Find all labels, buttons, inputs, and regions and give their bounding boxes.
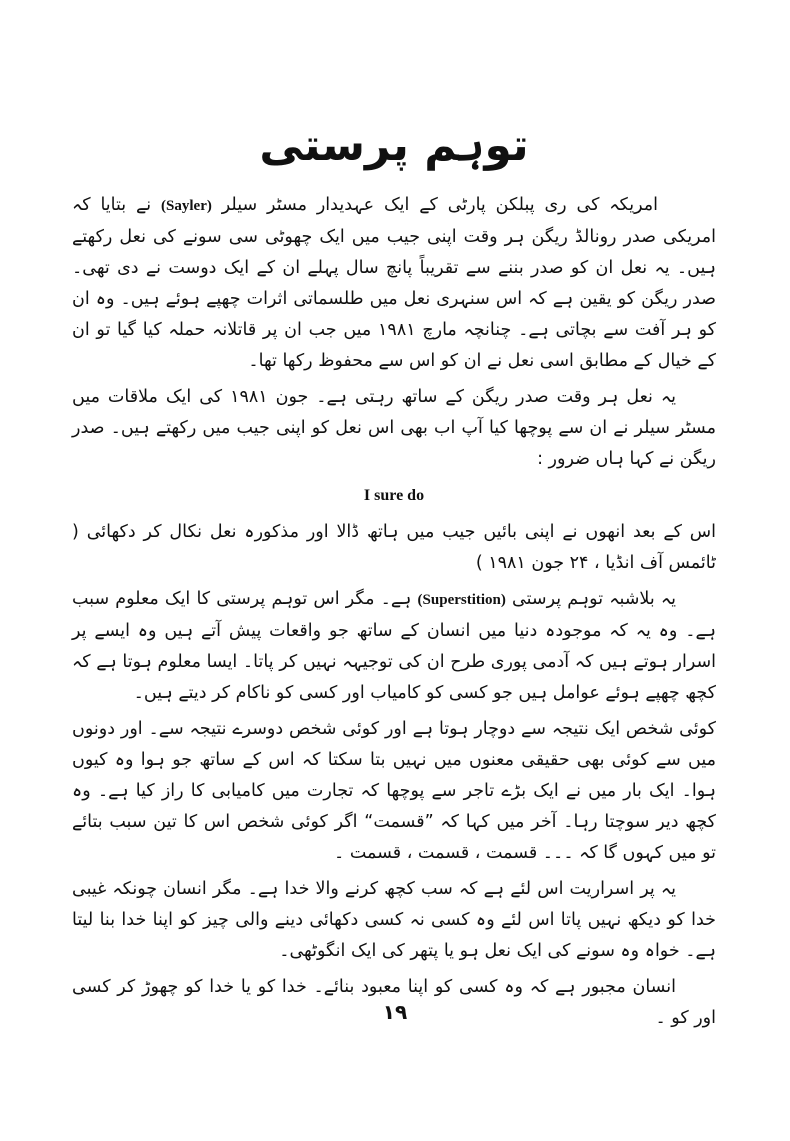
paragraph-4-rest: ہے۔ مگر اس توہم پرستی کا ایک معلوم سبب ہے۔ وہ یہ کہ موجودہ دنیا میں انسان کے ساتھ جو واقعات پیش آتے ہیں وہ ایسے پر اسرار ہوتے ہیں کہ آدمی پوری طرح ان کی توجیہہ نہیں کر پاتا۔ ایسا معلوم ہوتا ہے کہ کچھ چھپے ہوئے عوامل ہیں جو کسی کو کامیاب اور کسی کو ناکام کر دیتے ہیں۔ [72,589,716,703]
english-quote: I sure do [363,487,425,504]
page-title: توہم پرستی [259,120,529,171]
paragraph-7: انسان مجبور ہے کہ وہ کسی کو اپنا معبود بنائے۔ خدا کو یا خدا کو چھوڑ کر کسی اور کو ۔ [72,977,716,1028]
paragraph-1-rest: نے بتایا کہ امریکی صدر رونالڈ ریگن ہر وقت اپنی جیب میں ایک چھوٹی سی سونے کی نعل رکھتے ہیں۔ یہ نعل ان کو صدر بننے سے تقریباً پانچ سال پہلے ان کے ایک دوست نے دی تھی۔ صدر ریگن کو یقین ہے کہ اس سنہری نعل میں طلسماتی اثرات چھپے ہوئے ہیں۔ وہ ان کو ہر آفت سے بچاتی ہے۔ چنانچہ مارچ ۱۹۸۱ میں جب ان پر قاتلانہ حملہ کیا گیا تو ان کے خیال کے مطابق اسی نعل نے ان کو اس سے محفوظ رکھا تھا۔ [72,195,716,371]
term-sayler: (Sayler) [161,198,212,214]
page-number: ۱۹ [382,1000,408,1024]
paragraph-6: یہ پر اسراریت اس لئے ہے کہ سب کچھ کرنے والا خدا ہے۔ مگر انسان چونکہ غیبی خدا کو دیکھ نہیں پاتا اس لئے وہ کسی نہ کسی دکھائی دینے والی چیز کو اپنا خدا بنا لیتا ہے۔ خواہ وہ سونے کی ایک نعل ہو یا پتھر کی ایک انگوٹھی۔ [72,879,716,961]
term-superstition: (Superstition) [417,592,506,608]
paragraph-1-start: امریکہ کی ری پبلکن پارٹی کے ایک عہدیدار مسٹر سیلر [221,195,658,215]
paragraph-2: یہ نعل ہر وقت صدر ریگن کے ساتھ رہتی ہے۔ جون ۱۹۸۱ کی ایک ملاقات میں مسٹر سیلر نے ان سے پوچھا کیا آپ اب بھی اس نعل کو اپنی جیب میں رکھتے ہیں۔ صدر ریگن نے کہا ہاں ضرور : [72,387,716,469]
paragraph-5: کوئی شخص ایک نتیجہ سے دوچار ہوتا ہے اور کوئی شخص دوسرے نتیجہ سے۔ اور دونوں میں سے کوئی بھی حقیقی معنوں میں نہیں بتا سکتا کہ اس کے ساتھ جو ہوا وہ کیوں ہوا۔ ایک بار میں نے ایک بڑے تاجر سے پوچھا کہ تجارت میں کامیابی کا راز کیا ہے۔ وہ کچھ دیر سوچتا رہا۔ آخر میں کہا کہ ”قسمت“ اگر کوئی شخص اس کا تین سبب بتائے تو میں کہوں گا کہ ۔۔۔ قسمت ، قسمت ، قسمت ۔ [72,719,716,863]
paragraph-4-start: یہ بلاشبہ توہم پرستی [512,589,676,609]
paragraph-3: اس کے بعد انھوں نے اپنی بائیں جیب میں ہاتھ ڈالا اور مذکورہ نعل نکال کر دکھائی ( ٹائمس آف انڈیا ، ۲۴ جون ۱۹۸۱ ) [72,522,716,573]
paragraph-1 [72,190,716,377]
paragraph-4 [72,584,716,709]
